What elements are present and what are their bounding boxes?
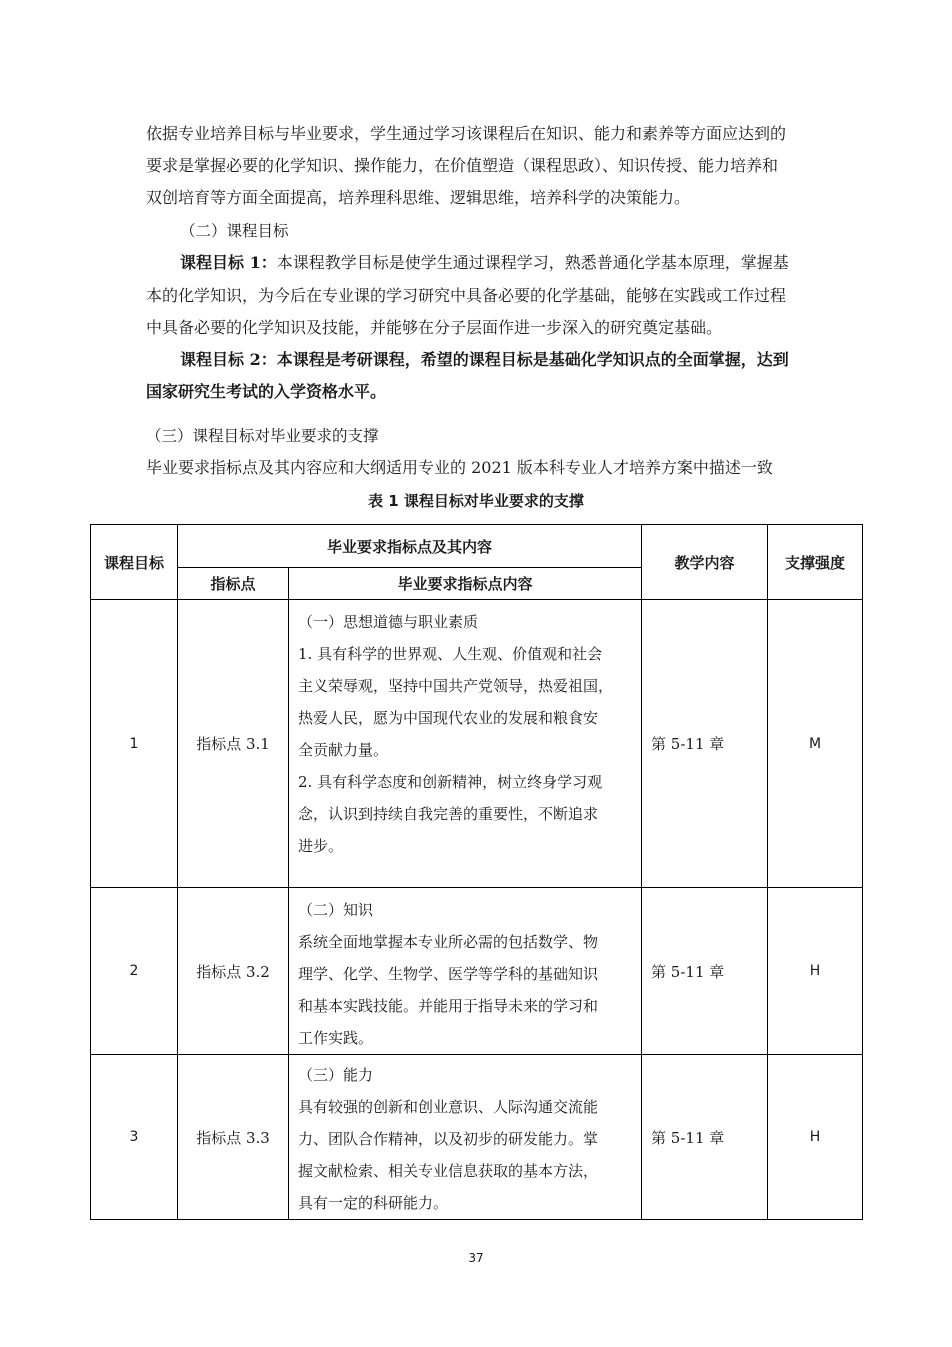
section-heading: （二）课程目标 xyxy=(180,222,289,240)
header-indicator: 指标点 xyxy=(178,568,289,600)
goal-cell: 2 xyxy=(91,888,178,1055)
content-cell xyxy=(289,600,642,888)
strength-cell: M xyxy=(768,600,863,888)
strength-cell: H xyxy=(768,888,863,1055)
content-cell xyxy=(289,1055,642,1220)
goal-1-line: 中具备必要的化学知识及技能，并能够在分子层面作进一步深入的研究奠定基础。 xyxy=(146,318,723,337)
header-goal: 课程目标 xyxy=(91,525,178,600)
content-line: 工作实践。 xyxy=(298,1029,374,1047)
section-heading: （三）课程目标对毕业要求的支撑 xyxy=(146,427,379,445)
teaching-cell: 第 5-11 章 xyxy=(642,888,768,1055)
content-line: 2. 具有科学态度和创新精神，树立终身学习观 xyxy=(298,773,603,791)
indicator-cell: 指标点 3.3 xyxy=(178,1055,289,1220)
section-text: 毕业要求指标点及其内容应和大纲适用专业的 2021 版本科专业人才培养方案中描述一致 xyxy=(146,458,773,477)
goal-cell: 3 xyxy=(91,1055,178,1220)
table-row xyxy=(91,1055,863,1220)
goal-1-label: 课程目标 1： xyxy=(180,253,277,272)
content-line: （三）能力 xyxy=(298,1066,374,1084)
content-line: 系统全面地掌握本专业所必需的包括数学、物 xyxy=(298,933,599,951)
content-line: （一）思想道德与职业素质 xyxy=(298,613,479,631)
content-line: 进步。 xyxy=(298,837,344,855)
goal-2-line: 国家研究生考试的入学资格水平。 xyxy=(146,382,387,401)
content-line: 念，认识到持续自我完善的重要性，不断追求 xyxy=(298,805,599,823)
teaching-cell: 第 5-11 章 xyxy=(642,600,768,888)
content-line: 力、团队合作精神，以及初步的研发能力。掌 xyxy=(298,1130,599,1148)
header-requirement-group: 毕业要求指标点及其内容 xyxy=(178,525,642,568)
teaching-cell: 第 5-11 章 xyxy=(642,1055,768,1220)
goal-1-line xyxy=(180,253,789,273)
content-line: 理学、化学、生物学、医学等学科的基础知识 xyxy=(298,965,599,983)
indicator-cell: 指标点 3.2 xyxy=(178,888,289,1055)
page-number: 37 xyxy=(468,1251,484,1265)
content-cell xyxy=(289,888,642,1055)
table-row xyxy=(91,600,863,888)
content-line: 具有一定的科研能力。 xyxy=(298,1194,449,1212)
indicator-cell: 指标点 3.1 xyxy=(178,600,289,888)
content-line: 具有较强的创新和创业意识、人际沟通交流能 xyxy=(298,1098,599,1116)
paragraph-line: 双创培育等方面全面提高，培养理科思维、逻辑思维，培养科学的决策能力。 xyxy=(146,188,691,207)
paragraph-line: 依据专业培养目标与毕业要求，学生通过学习该课程后在知识、能力和素养等方面应达到的 xyxy=(146,124,787,143)
content-line: 主义荣辱观，坚持中国共产党领导，热爱祖国， xyxy=(298,677,614,695)
content-line: （二）知识 xyxy=(298,901,374,919)
paragraph-line: 要求是掌握必要的化学知识、操作能力，在价值塑造（课程思政）、知识传授、能力培养和 xyxy=(146,156,779,175)
goal-2-text: 本课程是考研课程，希望的课程目标是基础化学知识点的全面掌握，达到 xyxy=(276,350,789,369)
content-line: 1. 具有科学的世界观、人生观、价值观和社会 xyxy=(298,645,603,663)
table-row xyxy=(91,888,863,1055)
goal-1-line: 本的化学知识，为今后在专业课的学习研究中具备必要的化学基础，能够在实践或工作过程 xyxy=(146,286,787,305)
content-line: 全贡献力量。 xyxy=(298,741,389,759)
goal-cell: 1 xyxy=(91,600,178,888)
strength-cell: H xyxy=(768,1055,863,1220)
table-header-row xyxy=(91,525,863,568)
table-caption: 表 1 课程目标对毕业要求的支撑 xyxy=(368,492,584,510)
goal-2-label: 课程目标 2： xyxy=(180,350,277,369)
header-support-strength: 支撑强度 xyxy=(768,525,863,600)
goal-1-text: 本课程教学目标是使学生通过课程学习，熟悉普通化学基本原理，掌握基 xyxy=(276,253,789,272)
support-table xyxy=(90,524,863,1220)
content-line: 和基本实践技能。并能用于指导未来的学习和 xyxy=(298,997,599,1015)
content-line: 热爱人民，愿为中国现代农业的发展和粮食安 xyxy=(298,709,599,727)
goal-2-line xyxy=(180,350,789,370)
header-indicator-content: 毕业要求指标点内容 xyxy=(289,568,642,600)
header-teaching-content: 教学内容 xyxy=(642,525,768,600)
content-line: 握文献检索、相关专业信息获取的基本方法， xyxy=(298,1162,599,1180)
